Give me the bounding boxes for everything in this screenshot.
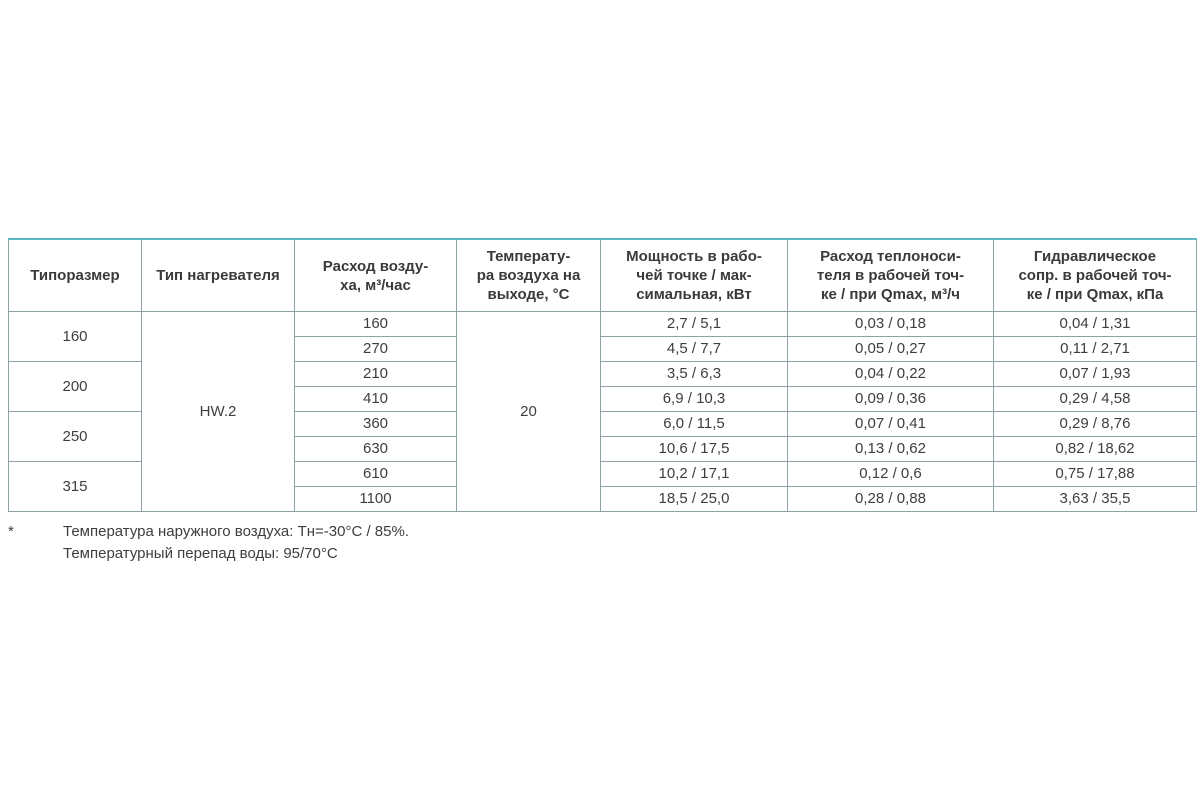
header-heater-type: Тип нагревателя bbox=[142, 239, 295, 312]
airflow-cell: 610 bbox=[295, 462, 457, 487]
airflow-cell: 410 bbox=[295, 387, 457, 412]
airflow-cell: 1100 bbox=[295, 487, 457, 512]
footnote-line-water-delta: Температурный перепад воды: 95/70°С bbox=[63, 545, 338, 562]
size-cell: 250 bbox=[9, 412, 142, 462]
footnote-marker: * bbox=[8, 523, 14, 540]
power-cell: 10,6 / 17,5 bbox=[601, 437, 788, 462]
hydraulic-cell: 0,29 / 4,58 bbox=[994, 387, 1197, 412]
coolant-cell: 0,03 / 0,18 bbox=[788, 312, 994, 337]
airflow-cell: 360 bbox=[295, 412, 457, 437]
spec-table bbox=[8, 238, 1197, 512]
footnote-lines bbox=[63, 521, 409, 565]
coolant-cell: 0,28 / 0,88 bbox=[788, 487, 994, 512]
header-row bbox=[9, 239, 1197, 312]
power-cell: 3,5 / 6,3 bbox=[601, 362, 788, 387]
outlet-temp-cell: 20 bbox=[457, 312, 601, 512]
table-row bbox=[9, 312, 1197, 337]
coolant-cell: 0,04 / 0,22 bbox=[788, 362, 994, 387]
hydraulic-cell: 0,75 / 17,88 bbox=[994, 462, 1197, 487]
power-cell: 6,0 / 11,5 bbox=[601, 412, 788, 437]
coolant-cell: 0,05 / 0,27 bbox=[788, 337, 994, 362]
header-outlet-temp: Температу- ра воздуха на выходе, °С bbox=[457, 239, 601, 312]
footnote bbox=[8, 521, 409, 565]
hydraulic-cell: 0,29 / 8,76 bbox=[994, 412, 1197, 437]
footnote-line-outdoor-temp: Температура наружного воздуха: Тн=-30°С / 85%. bbox=[63, 523, 409, 540]
airflow-cell: 270 bbox=[295, 337, 457, 362]
header-size: Типоразмер bbox=[9, 239, 142, 312]
power-cell: 2,7 / 5,1 bbox=[601, 312, 788, 337]
header-airflow: Расход возду- ха, м³/час bbox=[295, 239, 457, 312]
airflow-cell: 160 bbox=[295, 312, 457, 337]
hydraulic-cell: 0,04 / 1,31 bbox=[994, 312, 1197, 337]
power-cell: 18,5 / 25,0 bbox=[601, 487, 788, 512]
power-cell: 6,9 / 10,3 bbox=[601, 387, 788, 412]
size-cell: 160 bbox=[9, 312, 142, 362]
coolant-cell: 0,13 / 0,62 bbox=[788, 437, 994, 462]
power-cell: 10,2 / 17,1 bbox=[601, 462, 788, 487]
airflow-cell: 210 bbox=[295, 362, 457, 387]
hydraulic-cell: 0,07 / 1,93 bbox=[994, 362, 1197, 387]
coolant-cell: 0,09 / 0,36 bbox=[788, 387, 994, 412]
hydraulic-cell: 0,11 / 2,71 bbox=[994, 337, 1197, 362]
size-cell: 200 bbox=[9, 362, 142, 412]
airflow-cell: 630 bbox=[295, 437, 457, 462]
header-power: Мощность в рабо- чей точке / мак- симальная, кВт bbox=[601, 239, 788, 312]
hydraulic-cell: 0,82 / 18,62 bbox=[994, 437, 1197, 462]
heater-type-cell: HW.2 bbox=[142, 312, 295, 512]
header-coolant-flow: Расход теплоноси- теля в рабочей точ- ке / при Qmax, м³/ч bbox=[788, 239, 994, 312]
header-hydraulic-resistance: Гидравлическое сопр. в рабочей точ- ке / при Qmax, кПа bbox=[994, 239, 1197, 312]
hydraulic-cell: 3,63 / 35,5 bbox=[994, 487, 1197, 512]
size-cell: 315 bbox=[9, 462, 142, 512]
coolant-cell: 0,07 / 0,41 bbox=[788, 412, 994, 437]
power-cell: 4,5 / 7,7 bbox=[601, 337, 788, 362]
coolant-cell: 0,12 / 0,6 bbox=[788, 462, 994, 487]
